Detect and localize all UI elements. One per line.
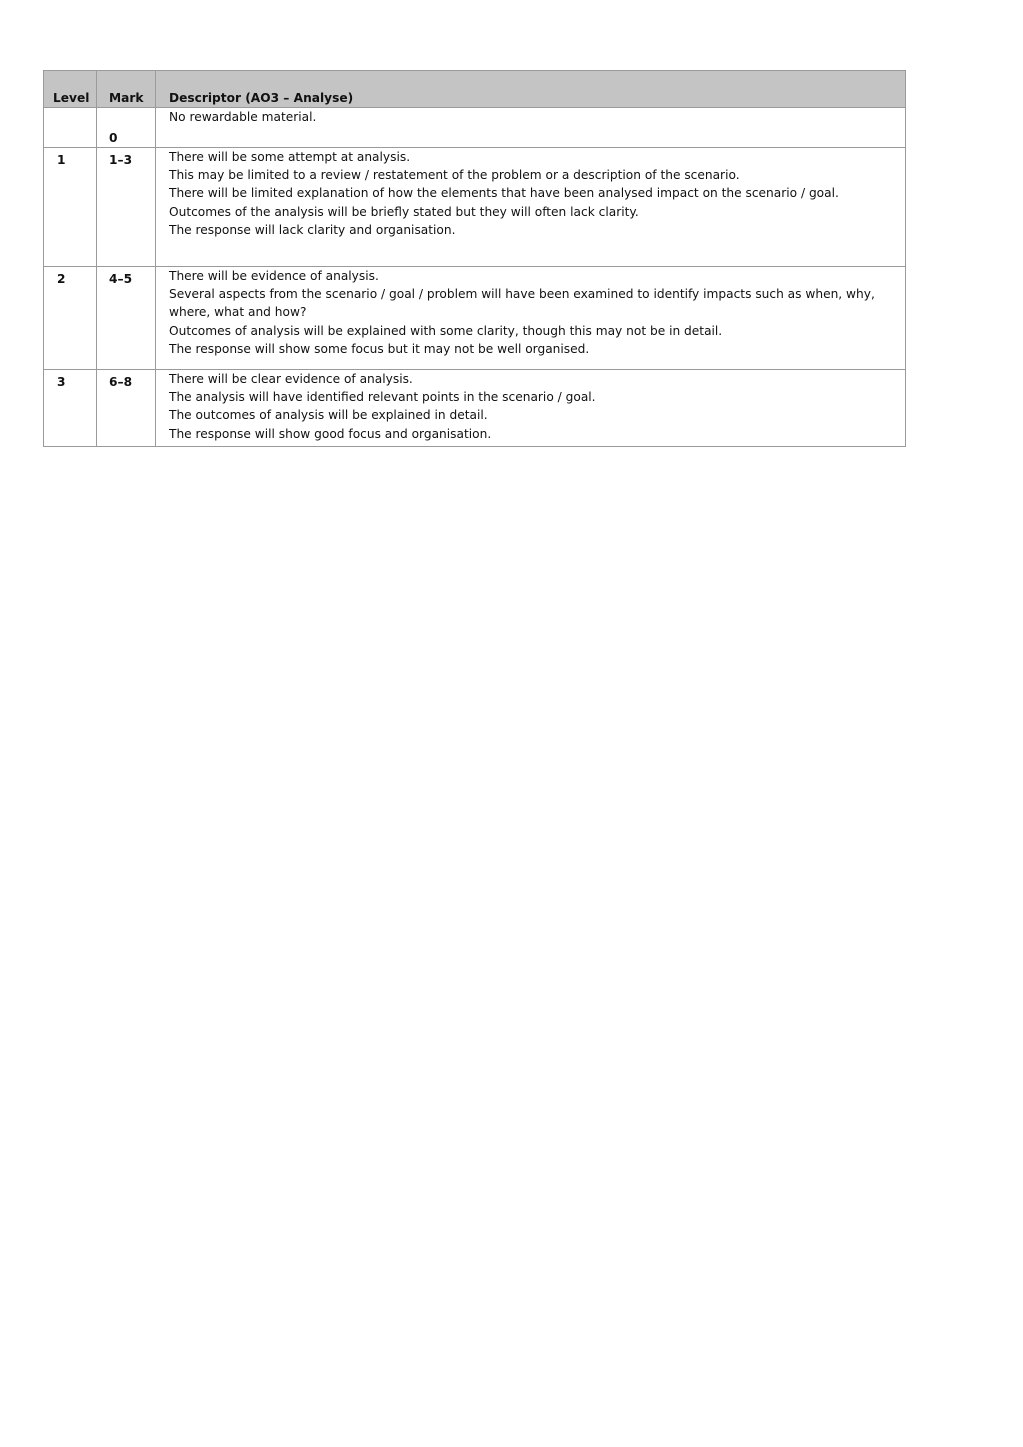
table-row [44,370,906,447]
mark-cell: 4–5 [97,267,156,370]
level-cell: 1 [44,148,97,267]
descriptor-line: Outcomes of analysis will be explained with some clarity, though this may not be in detail. [169,323,723,338]
descriptor-line: The response will show some focus but it may not be well organised. [169,341,590,356]
descriptor-line: Outcomes of the analysis will be briefly stated but they will often lack clarity. [169,204,639,219]
descriptor-cell [156,267,906,370]
table-header-row [44,71,906,108]
mark-cell: 6–8 [97,370,156,447]
header-level: Level [44,71,97,108]
descriptor-line: There will be some attempt at analysis. [169,150,411,164]
mark-cell: 0 [97,108,156,148]
table-row [44,148,906,267]
descriptor-line: There will be evidence of analysis. [169,269,379,283]
descriptor-line: Several aspects from the scenario / goal / problem will have been examined to identify impacts such as when, why, where, what and how? [169,287,875,320]
mark-cell: 1–3 [97,148,156,267]
descriptor-line: The outcomes of analysis will be explained in detail. [169,408,488,423]
table-row [44,267,906,370]
descriptor-line: There will be limited explanation of how the elements that have been analysed impact on the scenario / goal. [169,186,839,201]
level-cell: 3 [44,370,97,447]
descriptor-line: The response will lack clarity and organisation. [169,222,456,237]
descriptor-cell [156,370,906,447]
descriptor-cell [156,148,906,267]
header-descriptor: Descriptor (AO3 – Analyse) [156,71,906,108]
descriptor-line: No rewardable material. [169,110,317,124]
descriptor-line: The analysis will have identified relevant points in the scenario / goal. [169,390,596,405]
descriptor-line: There will be clear evidence of analysis. [169,372,413,386]
level-cell: 2 [44,267,97,370]
descriptor-cell [156,108,906,148]
header-mark: Mark [97,71,156,108]
table-row [44,108,906,148]
level-cell [44,108,97,148]
descriptor-line: This may be limited to a review / restatement of the problem or a description of the scenario. [169,168,740,183]
descriptor-line: The response will show good focus and organisation. [169,426,492,441]
marking-grid-table [43,70,906,447]
